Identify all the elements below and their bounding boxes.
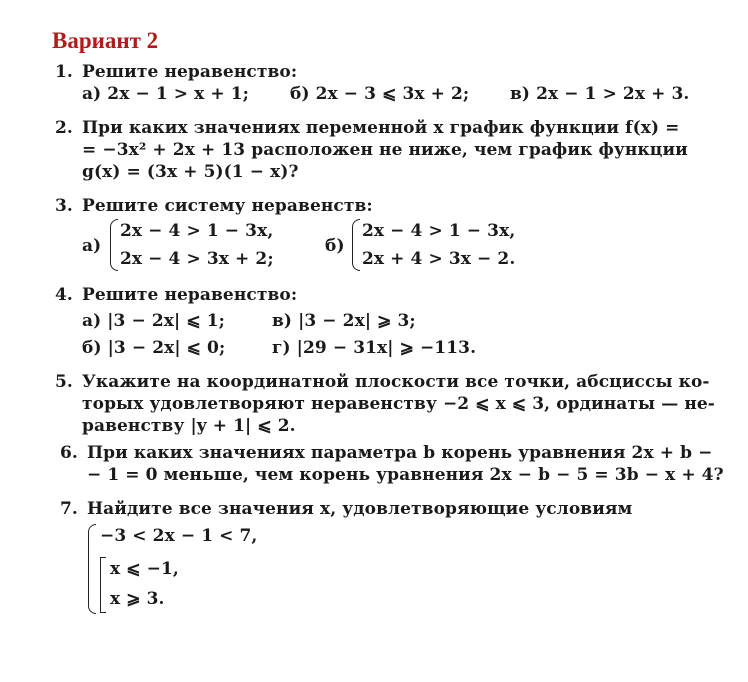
system-brace-b (352, 219, 360, 271)
problem-5-line-1: Укажите на координатной плоскости все точки, абсциссы ко- (82, 372, 710, 392)
union-bracket-7 (100, 557, 106, 613)
problem-7-option-1: x ⩽ −1, (110, 559, 179, 579)
problem-2-line-1: При каких значениях переменной x график функции f(x) = (82, 118, 680, 138)
problem-1-part-a: а) 2x − 1 > x + 1; (82, 84, 250, 104)
problem-3-a-ineq-2: 2x − 4 > 3x + 2; (120, 249, 274, 269)
variant-title: Вариант 2 (52, 28, 159, 53)
problem-3-number: 3. (55, 196, 73, 216)
problem-3-prompt: Решите систему неравенств: (82, 196, 373, 216)
problem-6-line-2: − 1 = 0 меньше, чем корень уравнения 2x − b − 5 = 3b − x + 4? (87, 465, 724, 485)
problem-4-part-b: б) |3 − 2x| ⩽ 0; (82, 338, 226, 358)
problem-1-number: 1. (55, 62, 73, 82)
problem-1-prompt: Решите неравенство: (82, 62, 298, 82)
problem-4-part-g: г) |29 − 31x| ⩾ −113. (272, 338, 477, 358)
problem-3-a-ineq-1: 2x − 4 > 1 − 3x, (120, 221, 274, 241)
problem-3-b-ineq-1: 2x − 4 > 1 − 3x, (362, 221, 516, 241)
problem-7-prompt: Найдите все значения x, удовлетворяющие условиям (87, 499, 633, 519)
problem-2-line-3: g(x) = (3x + 5)(1 − x)? (82, 162, 299, 182)
problem-4-number: 4. (55, 285, 73, 305)
problem-7-number: 7. (60, 499, 78, 519)
problem-5-line-3: равенству |y + 1| ⩽ 2. (82, 416, 296, 436)
system-brace-7 (88, 524, 96, 614)
problem-4-part-v: в) |3 − 2x| ⩾ 3; (272, 311, 416, 331)
problem-5-line-2: торых удовлетворяют неравенству −2 ⩽ x ⩽ 3, ординаты — не- (82, 394, 715, 414)
problem-3-b-label: б) (325, 236, 345, 256)
problem-5-number: 5. (55, 372, 73, 392)
problem-4-prompt: Решите неравенство: (82, 285, 298, 305)
problem-2-line-2: = −3x² + 2x + 13 расположен не ниже, чем график функции (82, 140, 688, 160)
problem-3-b-ineq-2: 2x + 4 > 3x − 2. (362, 249, 516, 269)
problem-7-system-1: −3 < 2x − 1 < 7, (100, 526, 258, 546)
problem-7-option-2: x ⩾ 3. (110, 589, 165, 609)
problem-4-part-a: а) |3 − 2x| ⩽ 1; (82, 311, 226, 331)
problem-6-line-1: При каких значениях параметра b корень уравнения 2x + b − (87, 443, 713, 463)
problem-3-a-label: а) (82, 236, 102, 256)
system-brace-a (110, 219, 118, 271)
problem-1-part-v: в) 2x − 1 > 2x + 3. (510, 84, 690, 104)
problem-1-part-b: б) 2x − 3 ⩽ 3x + 2; (290, 84, 470, 104)
problem-2-number: 2. (55, 118, 73, 138)
problem-6-number: 6. (60, 443, 78, 463)
